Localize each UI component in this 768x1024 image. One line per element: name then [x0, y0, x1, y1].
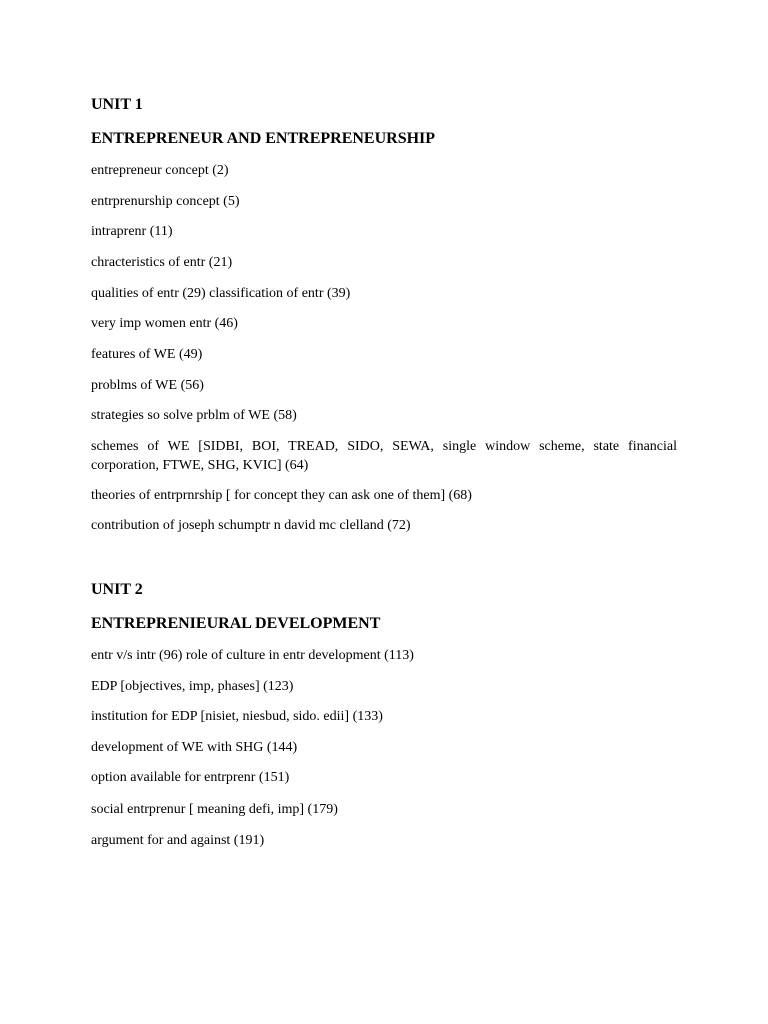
- list-item: contribution of joseph schumptr n david mc clelland (72): [91, 518, 411, 533]
- list-item: schemes of WE [SIDBI, BOI, TREAD, SIDO, SEWA, single window scheme, state financial corporation, FTWE, SHG, KVIC] (64): [91, 439, 677, 473]
- list-item: development of WE with SHG (144): [91, 740, 298, 755]
- list-item: option available for entrprenr (151): [91, 770, 290, 785]
- unit-1-label: UNIT 1: [91, 96, 143, 113]
- list-item: features of WE (49): [91, 347, 203, 362]
- list-item: entrepreneur concept (2): [91, 163, 229, 178]
- list-item: entrprenurship concept (5): [91, 194, 240, 209]
- list-item: entr v/s intr (96) role of culture in entr development (113): [91, 648, 414, 663]
- unit-2-heading: ENTREPRENIEURAL DEVELOPMENT: [91, 615, 381, 632]
- list-item: qualities of entr (29) classification of entr (39): [91, 286, 351, 301]
- list-item: intraprenr (11): [91, 224, 173, 239]
- unit-1-heading: ENTREPRENEUR AND ENTREPRENEURSHIP: [91, 130, 436, 147]
- list-item: strategies so solve prblm of WE (58): [91, 408, 297, 423]
- list-item: argument for and against (191): [91, 833, 265, 848]
- unit-2-label: UNIT 2: [91, 581, 143, 598]
- list-item: chracteristics of entr (21): [91, 255, 233, 270]
- list-item: EDP [objectives, imp, phases] (123): [91, 679, 294, 694]
- list-item: institution for EDP [nisiet, niesbud, sido. edii] (133): [91, 709, 383, 724]
- list-item: problms of WE (56): [91, 378, 204, 393]
- list-item: very imp women entr (46): [91, 316, 238, 331]
- list-item: theories of entrprnrship [ for concept they can ask one of them] (68): [91, 488, 472, 503]
- list-item: social entrprenur [ meaning defi, imp] (179): [91, 802, 338, 817]
